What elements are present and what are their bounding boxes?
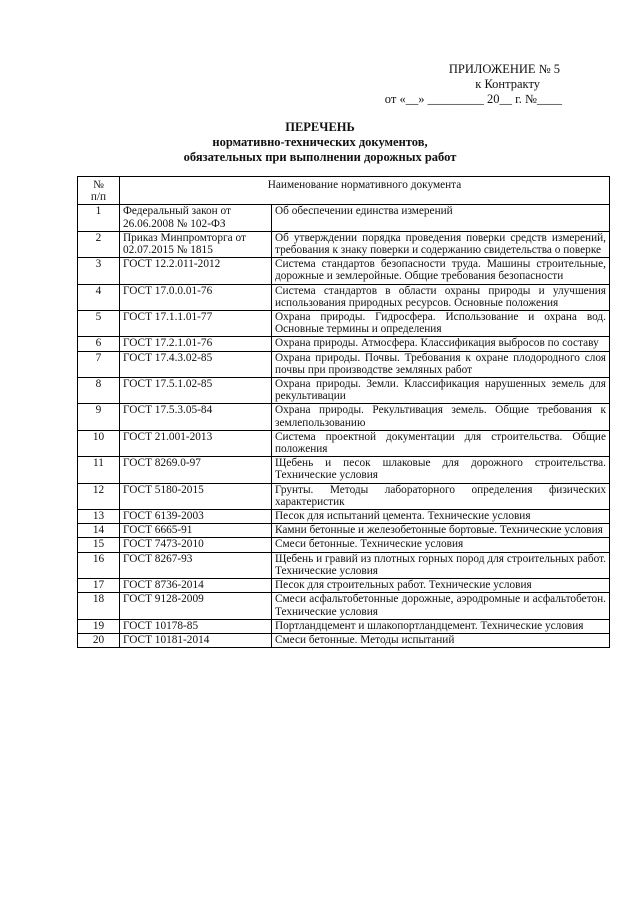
table-row: [78, 378, 610, 404]
row-document-code: Федеральный закон от 26.06.2008 № 102-ФЗ: [120, 205, 272, 231]
row-document-name: Песок для строительных работ. Технические условия: [272, 579, 610, 593]
table-row: [78, 351, 610, 377]
row-document-code: ГОСТ 17.1.1.01-77: [120, 311, 272, 337]
row-number: 19: [78, 619, 120, 633]
annex-number: ПРИЛОЖЕНИЕ № 5: [448, 62, 560, 76]
row-number: 20: [78, 633, 120, 647]
annex-contract-ref: к Контракту: [475, 77, 540, 91]
row-number: 5: [78, 311, 120, 337]
row-number: 18: [78, 593, 120, 619]
row-document-name: Щебень и гравий из плотных горных пород для строительных работ. Технические условия: [272, 552, 610, 578]
row-document-name: Щебень и песок шлаковые для дорожного строительства. Технические условия: [272, 457, 610, 483]
row-document-code: ГОСТ 17.4.3.02-85: [120, 351, 272, 377]
row-number: 1: [78, 205, 120, 231]
table-row: [78, 457, 610, 483]
row-document-name: Об обеспечении единства измерений: [272, 205, 610, 231]
table-row: [78, 258, 610, 284]
row-number: 15: [78, 538, 120, 552]
row-number: 4: [78, 284, 120, 310]
row-number: 8: [78, 378, 120, 404]
row-number: 9: [78, 404, 120, 430]
row-document-code: ГОСТ 8267-93: [120, 552, 272, 578]
table-row: [78, 619, 610, 633]
row-number: 6: [78, 337, 120, 351]
row-document-name: Смеси асфальтобетонные дорожные, аэродромные и асфальтобетон. Технические условия: [272, 593, 610, 619]
table-row: [78, 337, 610, 351]
row-document-code: ГОСТ 6139-2003: [120, 510, 272, 524]
row-number: 3: [78, 258, 120, 284]
row-document-code: ГОСТ 17.5.1.02-85: [120, 378, 272, 404]
title-line-3: обязательных при выполнении дорожных работ: [183, 150, 457, 164]
row-document-name: Смеси бетонные. Методы испытаний: [272, 633, 610, 647]
row-number: 7: [78, 351, 120, 377]
row-document-name: Об утверждении порядка проведения поверки средств измерений, требования к знаку поверки и содержанию свидетельства о поверке: [272, 231, 610, 257]
annex-header: [262, 62, 562, 107]
document-title: [75, 120, 565, 165]
table-row: [78, 404, 610, 430]
header-number-line-1: №: [93, 179, 104, 191]
row-document-name: Песок для испытаний цемента. Технические условия: [272, 510, 610, 524]
title-line-2: нормативно-технических документов,: [212, 135, 428, 149]
row-document-code: ГОСТ 7473-2010: [120, 538, 272, 552]
row-number: 2: [78, 231, 120, 257]
row-document-code: ГОСТ 17.0.0.01-76: [120, 284, 272, 310]
row-document-name: Смеси бетонные. Технические условия: [272, 538, 610, 552]
table-row: [78, 231, 610, 257]
documents-table: [77, 176, 610, 648]
annex-contract-date: от «__» _________ 20__ г. №____: [384, 92, 562, 106]
row-document-name: Портландцемент и шлакопортландцемент. Технические условия: [272, 619, 610, 633]
row-document-name: Охрана природы. Земли. Классификация нарушенных земель для рекультивации: [272, 378, 610, 404]
row-document-code: ГОСТ 8269.0-97: [120, 457, 272, 483]
table-row: [78, 538, 610, 552]
row-number: 11: [78, 457, 120, 483]
table-row: [78, 552, 610, 578]
title-line-1: ПЕРЕЧЕНЬ: [285, 120, 355, 134]
row-document-name: Система проектной документации для строительства. Общие положения: [272, 430, 610, 456]
row-document-code: ГОСТ 12.2.011-2012: [120, 258, 272, 284]
row-document-code: ГОСТ 10178-85: [120, 619, 272, 633]
table-header-row: [78, 177, 610, 205]
row-document-code: ГОСТ 10181-2014: [120, 633, 272, 647]
table-row: [78, 593, 610, 619]
header-document-name: Наименование нормативного документа: [120, 177, 610, 205]
table-row: [78, 579, 610, 593]
row-document-name: Камни бетонные и железобетонные бортовые. Технические условия: [272, 524, 610, 538]
header-number-line-2: п/п: [90, 191, 107, 204]
row-document-code: Приказ Минпромторга от 02.07.2015 № 1815: [120, 231, 272, 257]
row-document-name: Грунты. Методы лабораторного определения физических характеристик: [272, 483, 610, 509]
row-number: 10: [78, 430, 120, 456]
row-document-name: Охрана природы. Атмосфера. Классификация выбросов по составу: [272, 337, 610, 351]
row-number: 14: [78, 524, 120, 538]
row-document-name: Охрана природы. Гидросфера. Использование и охрана вод. Основные термины и определения: [272, 311, 610, 337]
row-number: 12: [78, 483, 120, 509]
row-number: 13: [78, 510, 120, 524]
row-document-name: Охрана природы. Почвы. Требования к охране плодородного слоя почвы при производстве земляных работ: [272, 351, 610, 377]
row-document-code: ГОСТ 6665-91: [120, 524, 272, 538]
row-document-code: ГОСТ 17.2.1.01-76: [120, 337, 272, 351]
row-document-code: ГОСТ 9128-2009: [120, 593, 272, 619]
row-document-name: Система стандартов в области охраны природы и улучшения использования природных ресурсов. Основные положения: [272, 284, 610, 310]
row-document-code: ГОСТ 21.001-2013: [120, 430, 272, 456]
table-row: [78, 311, 610, 337]
table-row: [78, 510, 610, 524]
table-row: [78, 524, 610, 538]
table-row: [78, 483, 610, 509]
row-document-name: Охрана природы. Рекультивация земель. Общие требования к землепользованию: [272, 404, 610, 430]
table-row: [78, 205, 610, 231]
row-number: 17: [78, 579, 120, 593]
table-row: [78, 633, 610, 647]
row-document-code: ГОСТ 5180-2015: [120, 483, 272, 509]
row-document-code: ГОСТ 8736-2014: [120, 579, 272, 593]
row-document-code: ГОСТ 17.5.3.05-84: [120, 404, 272, 430]
row-number: 16: [78, 552, 120, 578]
table-row: [78, 284, 610, 310]
row-document-name: Система стандартов безопасности труда. Машины строительные, дорожные и землеройные. Общие требования безопасности: [272, 258, 610, 284]
header-number: [78, 177, 120, 205]
table-row: [78, 430, 610, 456]
